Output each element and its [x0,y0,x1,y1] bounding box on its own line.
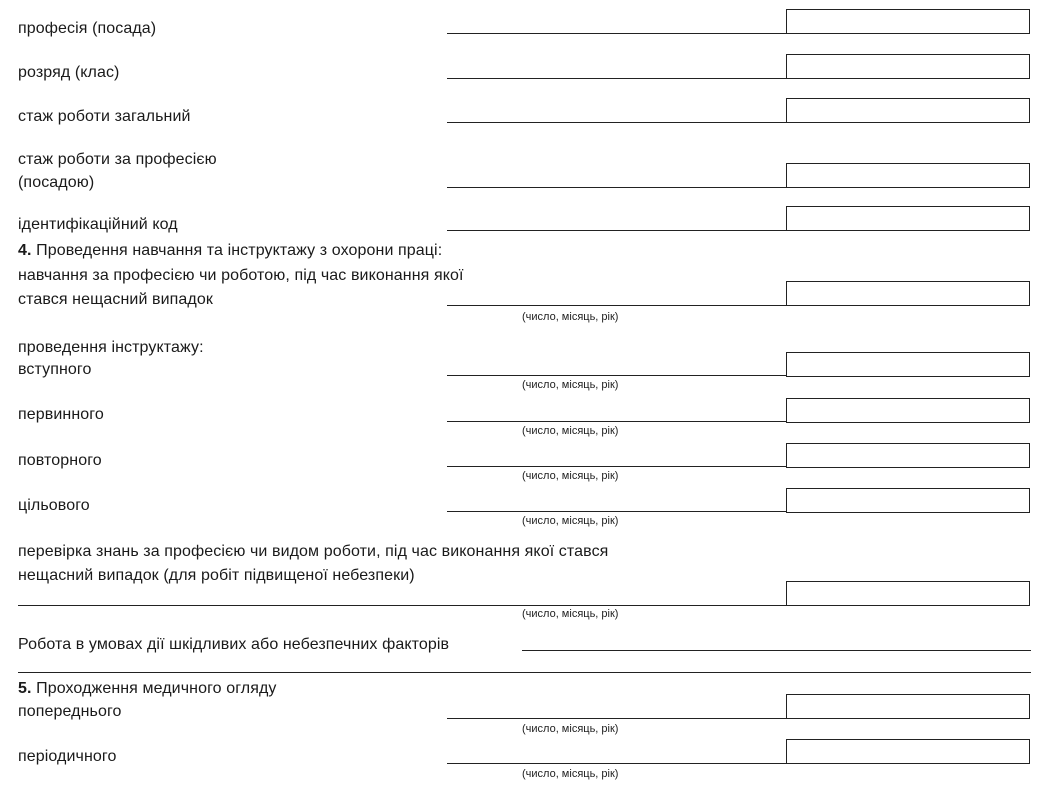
targeted-line[interactable] [447,511,787,512]
harmful-line-2[interactable] [18,672,1031,673]
date-caption: (число, місяць, рік) [522,379,619,391]
label-id-code: ідентифікаційний код [18,216,178,233]
targeted-box[interactable] [786,488,1030,513]
grade-box[interactable] [786,54,1030,79]
label-profession: професія (посада) [18,20,157,37]
section4-number: 4. [18,242,32,259]
label-training: навчання за професією чи роботою, під час виконання якої [18,267,464,284]
section5-heading: Проходження медичного огляду [31,680,277,697]
label-targeted: цільового [18,497,90,514]
date-caption: (число, місяць, рік) [522,311,619,323]
section5-title [18,678,277,700]
id-code-line[interactable] [447,230,787,231]
label-experience-total: стаж роботи загальний [18,108,191,125]
label-grade: розряд (клас) [18,64,120,81]
label-preliminary: попереднього [18,703,122,720]
training-line[interactable] [447,305,787,306]
primary-box[interactable] [786,398,1030,423]
preliminary-box[interactable] [786,694,1030,719]
label-harmful: Робота в умовах дії шкідливих або небезпечних факторів [18,636,450,653]
section5-number: 5. [18,680,32,697]
knowledge-line[interactable] [18,605,787,606]
date-caption: (число, місяць, рік) [522,768,619,780]
label-knowledge-2: нещасний випадок (для робіт підвищеної небезпеки) [18,567,415,584]
section4-title [18,240,442,262]
date-caption: (число, місяць, рік) [522,470,619,482]
label-experience-profession-2: (посадою) [18,174,95,191]
knowledge-box[interactable] [786,581,1030,606]
label-repeated: повторного [18,452,102,469]
id-code-box[interactable] [786,206,1030,231]
repeated-box[interactable] [786,443,1030,468]
label-knowledge: перевірка знань за професією чи видом роботи, під час виконання якої стався [18,543,609,560]
experience-total-line[interactable] [447,122,787,123]
section4-heading: Проведення навчання та інструктажу з охорони праці: [31,242,443,259]
label-training-2: стався нещасний випадок [18,291,213,308]
label-experience-profession: стаж роботи за професією [18,151,217,168]
date-caption: (число, місяць, рік) [522,723,619,735]
experience-total-box[interactable] [786,98,1030,123]
grade-line[interactable] [447,78,787,79]
profession-line[interactable] [447,33,787,34]
training-box[interactable] [786,281,1030,306]
primary-line[interactable] [447,421,787,422]
experience-profession-box[interactable] [786,163,1030,188]
harmful-line[interactable] [522,650,1031,651]
profession-box[interactable] [786,9,1030,34]
preliminary-line[interactable] [447,718,787,719]
periodic-box[interactable] [786,739,1030,764]
date-caption: (число, місяць, рік) [522,608,619,620]
date-caption: (число, місяць, рік) [522,425,619,437]
label-introductory: вступного [18,361,92,378]
label-briefing: проведення інструктажу: [18,339,204,356]
introductory-line[interactable] [447,375,787,376]
repeated-line[interactable] [447,466,787,467]
label-primary: первинного [18,406,104,423]
periodic-line[interactable] [447,763,787,764]
label-periodic: періодичного [18,748,117,765]
date-caption: (число, місяць, рік) [522,515,619,527]
experience-profession-line[interactable] [447,187,787,188]
introductory-box[interactable] [786,352,1030,377]
